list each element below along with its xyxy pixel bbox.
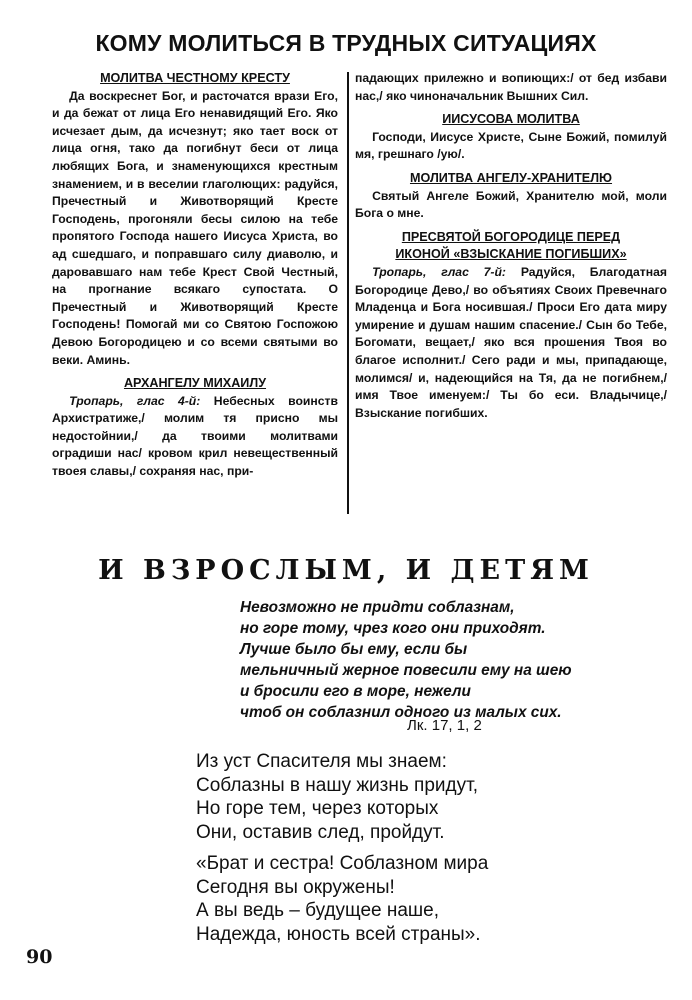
epigraph-line: но горе тому, чрез кого они приходят.	[240, 620, 546, 637]
poem-line: Но горе тем, через которых	[196, 798, 439, 819]
page-title: КОМУ МОЛИТЬСЯ В ТРУДНЫХ СИТУАЦИЯХ	[95, 30, 597, 56]
prayer-angel-text: Святый Ангеле Божий, Хранителю мой, моли Бога о мне.	[355, 188, 667, 221]
epigraph-line: Лучше было бы ему, если бы	[240, 641, 468, 658]
poem-line: Они, оставив след, пройдут.	[196, 821, 445, 843]
section-heading-theotokos-2: ИКОНОЙ «ВЗЫСКАНИЕ ПОГИБШИХ»	[395, 247, 627, 262]
poem-stanza-2	[196, 852, 488, 946]
prayer-cross-text: Да воскреснет Бог, и расточатся врази Его, и да бежат от лица Его ненавидящий Его. Яко исчезает дым, да исчезнут; яко тает воск от лица огня, тако да погибнут беси от лица любящих Бога, и знаменующихся крестным знамением, и в веселии глаголющих: радуйся, Пречестный и Животворящий Кресте Господень, прогоняли бесы силою на тебе пропятого Господа нашего Иисуса Христа, во ад сшедшаго, и поправшаго силу диаволю, и даровавшаго нам тебе Крест Свой Честный, на прогнание всякаго супостата. О Пречестный и Животворящий Кресте Господень! Помогай ми со Святою Госпожою Девою Богородицею и со всеми святыми во веки. Аминь.	[52, 88, 338, 367]
poem-stanza-1	[196, 750, 478, 844]
column-divider	[347, 72, 349, 514]
poem-line: «Брат и сестра! Соблазном мира	[196, 853, 489, 874]
section-heading-angel: МОЛИТВА АНГЕЛУ-ХРАНИТЕЛЮ	[409, 170, 613, 185]
section-heading-jesus: ИИСУСОВА МОЛИТВА	[442, 112, 580, 127]
epigraph-line: мельничный жерное повесили ему на шею	[240, 662, 572, 679]
troparion-theotokos-body: Радуйся, Благодатная Богородице Дево,/ во объятиях Своих Превечнаго Младенца и Бога носившая./ Проси Его дата миру умирение и душам нашим спасение./ Сын бо Тебе, Богомати, вещает,/ яко вся прошения Твоя во благое исполнит./ Сего ради и мы, припадающе, молимся/ и, надеющийся на Тя, да не погибнем,/ имя Твое именуем:/ Ты бо еси. Владычице,/ Взыскание погибших.	[355, 264, 668, 420]
poem-line: Сегодня вы окружены!	[196, 876, 395, 898]
poem-line: А вы ведь – будущее наше,	[196, 900, 440, 921]
section-title: И ВЗРОСЛЫМ, И ДЕТЯМ	[98, 555, 594, 586]
poem-line: Из уст Спасителя мы знаем:	[196, 751, 447, 772]
left-column	[52, 70, 338, 481]
section-heading-cross: МОЛИТВА ЧЕСТНОМУ КРЕСТУ	[100, 71, 290, 85]
prayer-jesus-text: Господи, Иисусе Христе, Сыне Божий, помилуй мя, грешнаго /ую/.	[355, 129, 667, 162]
epigraph-line: Невозможно не придти соблазнам,	[240, 599, 515, 616]
troparion-label-michael: Тропарь, глас 4-й:	[69, 393, 201, 408]
scripture-reference: Лк. 17, 1, 2	[407, 717, 482, 734]
epigraph-line: чтоб он соблазнил одного из малых сих.	[240, 704, 562, 721]
prayer-michael-continued: падающих прилежно и вопиющих:/ от бед избави нас,/ яко чиноначальник Вышних Сил.	[355, 71, 667, 103]
epigraph-line: и бросили его в море, нежели	[240, 683, 471, 700]
prayer-michael-text	[52, 393, 338, 481]
page-number: 90	[26, 946, 53, 968]
troparion-michael-body: Небесных воинств Архистратиже,/ молим тя присно мы недостойнии,/ да твоими молитвами оградиши нас/ кровом крил невещественный твоея славы,/ сохраняя нас, при-	[52, 393, 338, 479]
poem-line: Надежда, юность всей страны».	[196, 923, 481, 945]
prayer-theotokos-text	[355, 264, 667, 422]
section-heading-theotokos-1: ПРЕСВЯТОЙ БОГОРОДИЦЕ ПЕРЕД	[401, 229, 621, 244]
poem-line: Соблазны в нашу жизнь придут,	[196, 774, 478, 796]
section-heading-michael: АРХАНГЕЛУ МИХАИЛУ	[123, 376, 267, 391]
epigraph	[240, 597, 640, 723]
right-column	[355, 70, 667, 422]
troparion-label-theotokos: Тропарь, глас 7-й:	[372, 264, 506, 279]
